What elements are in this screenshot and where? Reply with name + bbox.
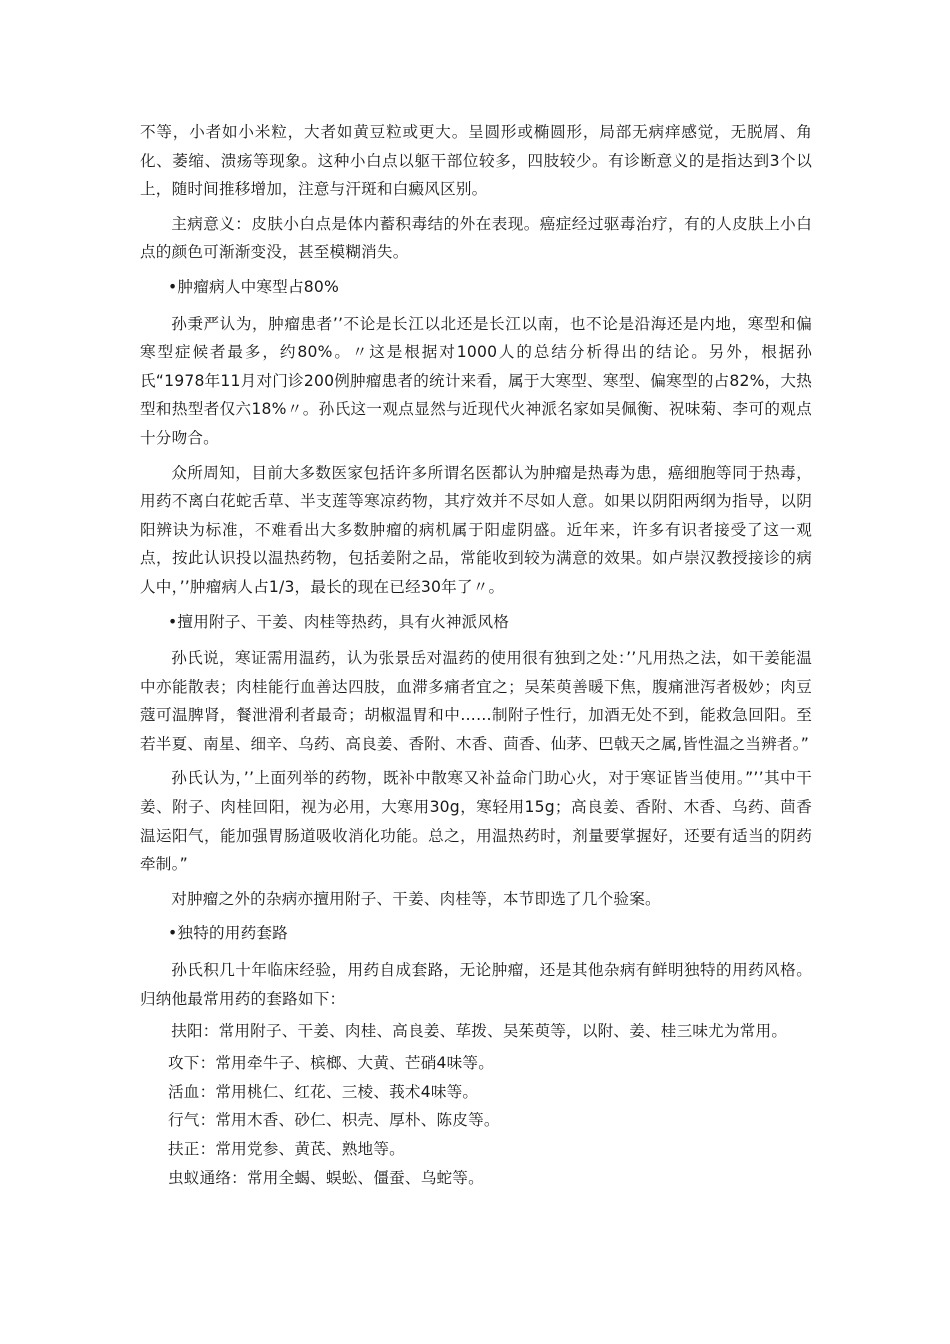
document-page <box>140 118 812 1192</box>
paragraph-herb-dosage: 孙氏认为，’’上面列举的药物，既补中散寒又补益命门助心火，对于寒证皆当使用。”’’其中干姜、附子、肉桂回阳，视为必用，大寒用30g，寒轻用15g；高良姜、香附、木香、乌药、茴香温运阳气，能加强胃肠道吸收消化功能。总之，用温热药时，剂量要掌握好，还要有适当的阴药牵制。” <box>140 769 812 874</box>
paragraph-prescription-intro: 孙氏积几十年临床经验，用药自成套路，无论肿瘤，还是其他杂病有鲜明独特的用药风格。归纳他最常用药的套路如下： <box>140 961 812 1008</box>
section-heading-prescription-pattern: •独特的用药套路 <box>168 924 288 943</box>
paragraph-common-knowledge: 众所周知，目前大多数医家包括许多所谓名医都认为肿瘤是热毒为患，癌细胞等同于热毒，用药不离白花蛇舌草、半支莲等寒凉药物，其疗效并不尽如人意。如果以阴阳两纲为指导，以阴阳辨诀为标准，不难看出大多数肿瘤的病机属于阳虚阴盛。近年来，许多有识者接受了这一观点，按此认识投以温热药物，包括姜附之品，常能收到较为满意的效果。如卢崇汉教授接诊的病人中，’’肿瘤病人占1/3，最长的现在已经30年了〃。 <box>140 463 812 596</box>
section-heading-cold-type: •肿瘤病人中寒型占80% <box>168 277 340 296</box>
list-item-fuzheng: 扶正：常用党参、黄芪、熟地等。 <box>168 1140 405 1158</box>
paragraph-main-disease-meaning: 主病意义：皮肤小白点是体内蓄积毒结的外在表现。癌症经过驱毒治疗，有的人皮肤上小白点的颜色可渐渐变没，甚至模糊消失。 <box>140 214 812 262</box>
list-item-chongyi: 虫蚁通络：常用全蝎、蜈蚣、僵蚕、乌蛇等。 <box>168 1168 484 1187</box>
paragraph-continuation: 不等，小者如小米粒，大者如黄豆粒或更大。呈圆形或椭圆形，局部无病痒感觉，无脱屑、角化、萎缩、溃疡等现象。这种小白点以躯干部位较多，四肢较少。有诊断意义的是指达到3个以上，随时间推移增加，注意与汗斑和白癜风区别。 <box>140 123 812 199</box>
list-item-fuyang: 扶阳：常用附子、干姜、肉桂、高良姜、荜拨、吴茱萸等，以附、姜、桂三味尤为常用。 <box>171 1022 788 1041</box>
list-item-gongxia: 攻下：常用牵牛子、槟榔、大黄、芒硝4味等。 <box>168 1054 494 1073</box>
section-heading-hot-herbs: •擅用附子、干姜、肉桂等热药，具有火神派风格 <box>168 612 510 631</box>
paragraph-sun-view: 孙秉严认为，肿瘤患者’’不论是长江以北还是长江以南，也不论是沿海还是内地，寒型和偏寒型症候者最多，约80%。〃这是根据对1000人的总结分析得出的结论。另外，根据孙氏“1978年11月对门诊200例肿瘤患者的统计来看，属于大寒型、寒型、偏寒型的占82%，大热型和热型者仅六18%〃。孙氏这一观点显然与近现代火神派名家如吴佩衡、祝味菊、李可的观点十分吻合。 <box>140 314 812 447</box>
list-item-xingqi: 行气：常用木香、砂仁、枳壳、厚朴、陈皮等。 <box>168 1111 500 1130</box>
paragraph-warm-herbs: 孙氏说，寒证需用温药，认为张景岳对温药的使用很有独到之处：’’凡用热之法，如干姜能温中亦能散表；肉桂能行血善达四肢，血滞多痛者宜之；吴茱萸善暖下焦，腹痛泄泻者极妙；肉豆蔻可温脾肾，餐泄滑利者最奇；胡椒温胃和中……制附子性行，加酒无处不到，能救急回阳。至若半夏、南星、细辛、乌药、高良姜、香附、木香、茴香、仙茅、巴戟天之属,皆性温之当辨者。” <box>140 649 812 753</box>
list-item-huoxue: 活血：常用桃仁、红花、三棱、莪术4味等。 <box>168 1082 479 1101</box>
paragraph-other-diseases: 对肿瘤之外的杂病亦擅用附子、干姜、肉桂等，本节即选了几个验案。 <box>171 889 661 908</box>
